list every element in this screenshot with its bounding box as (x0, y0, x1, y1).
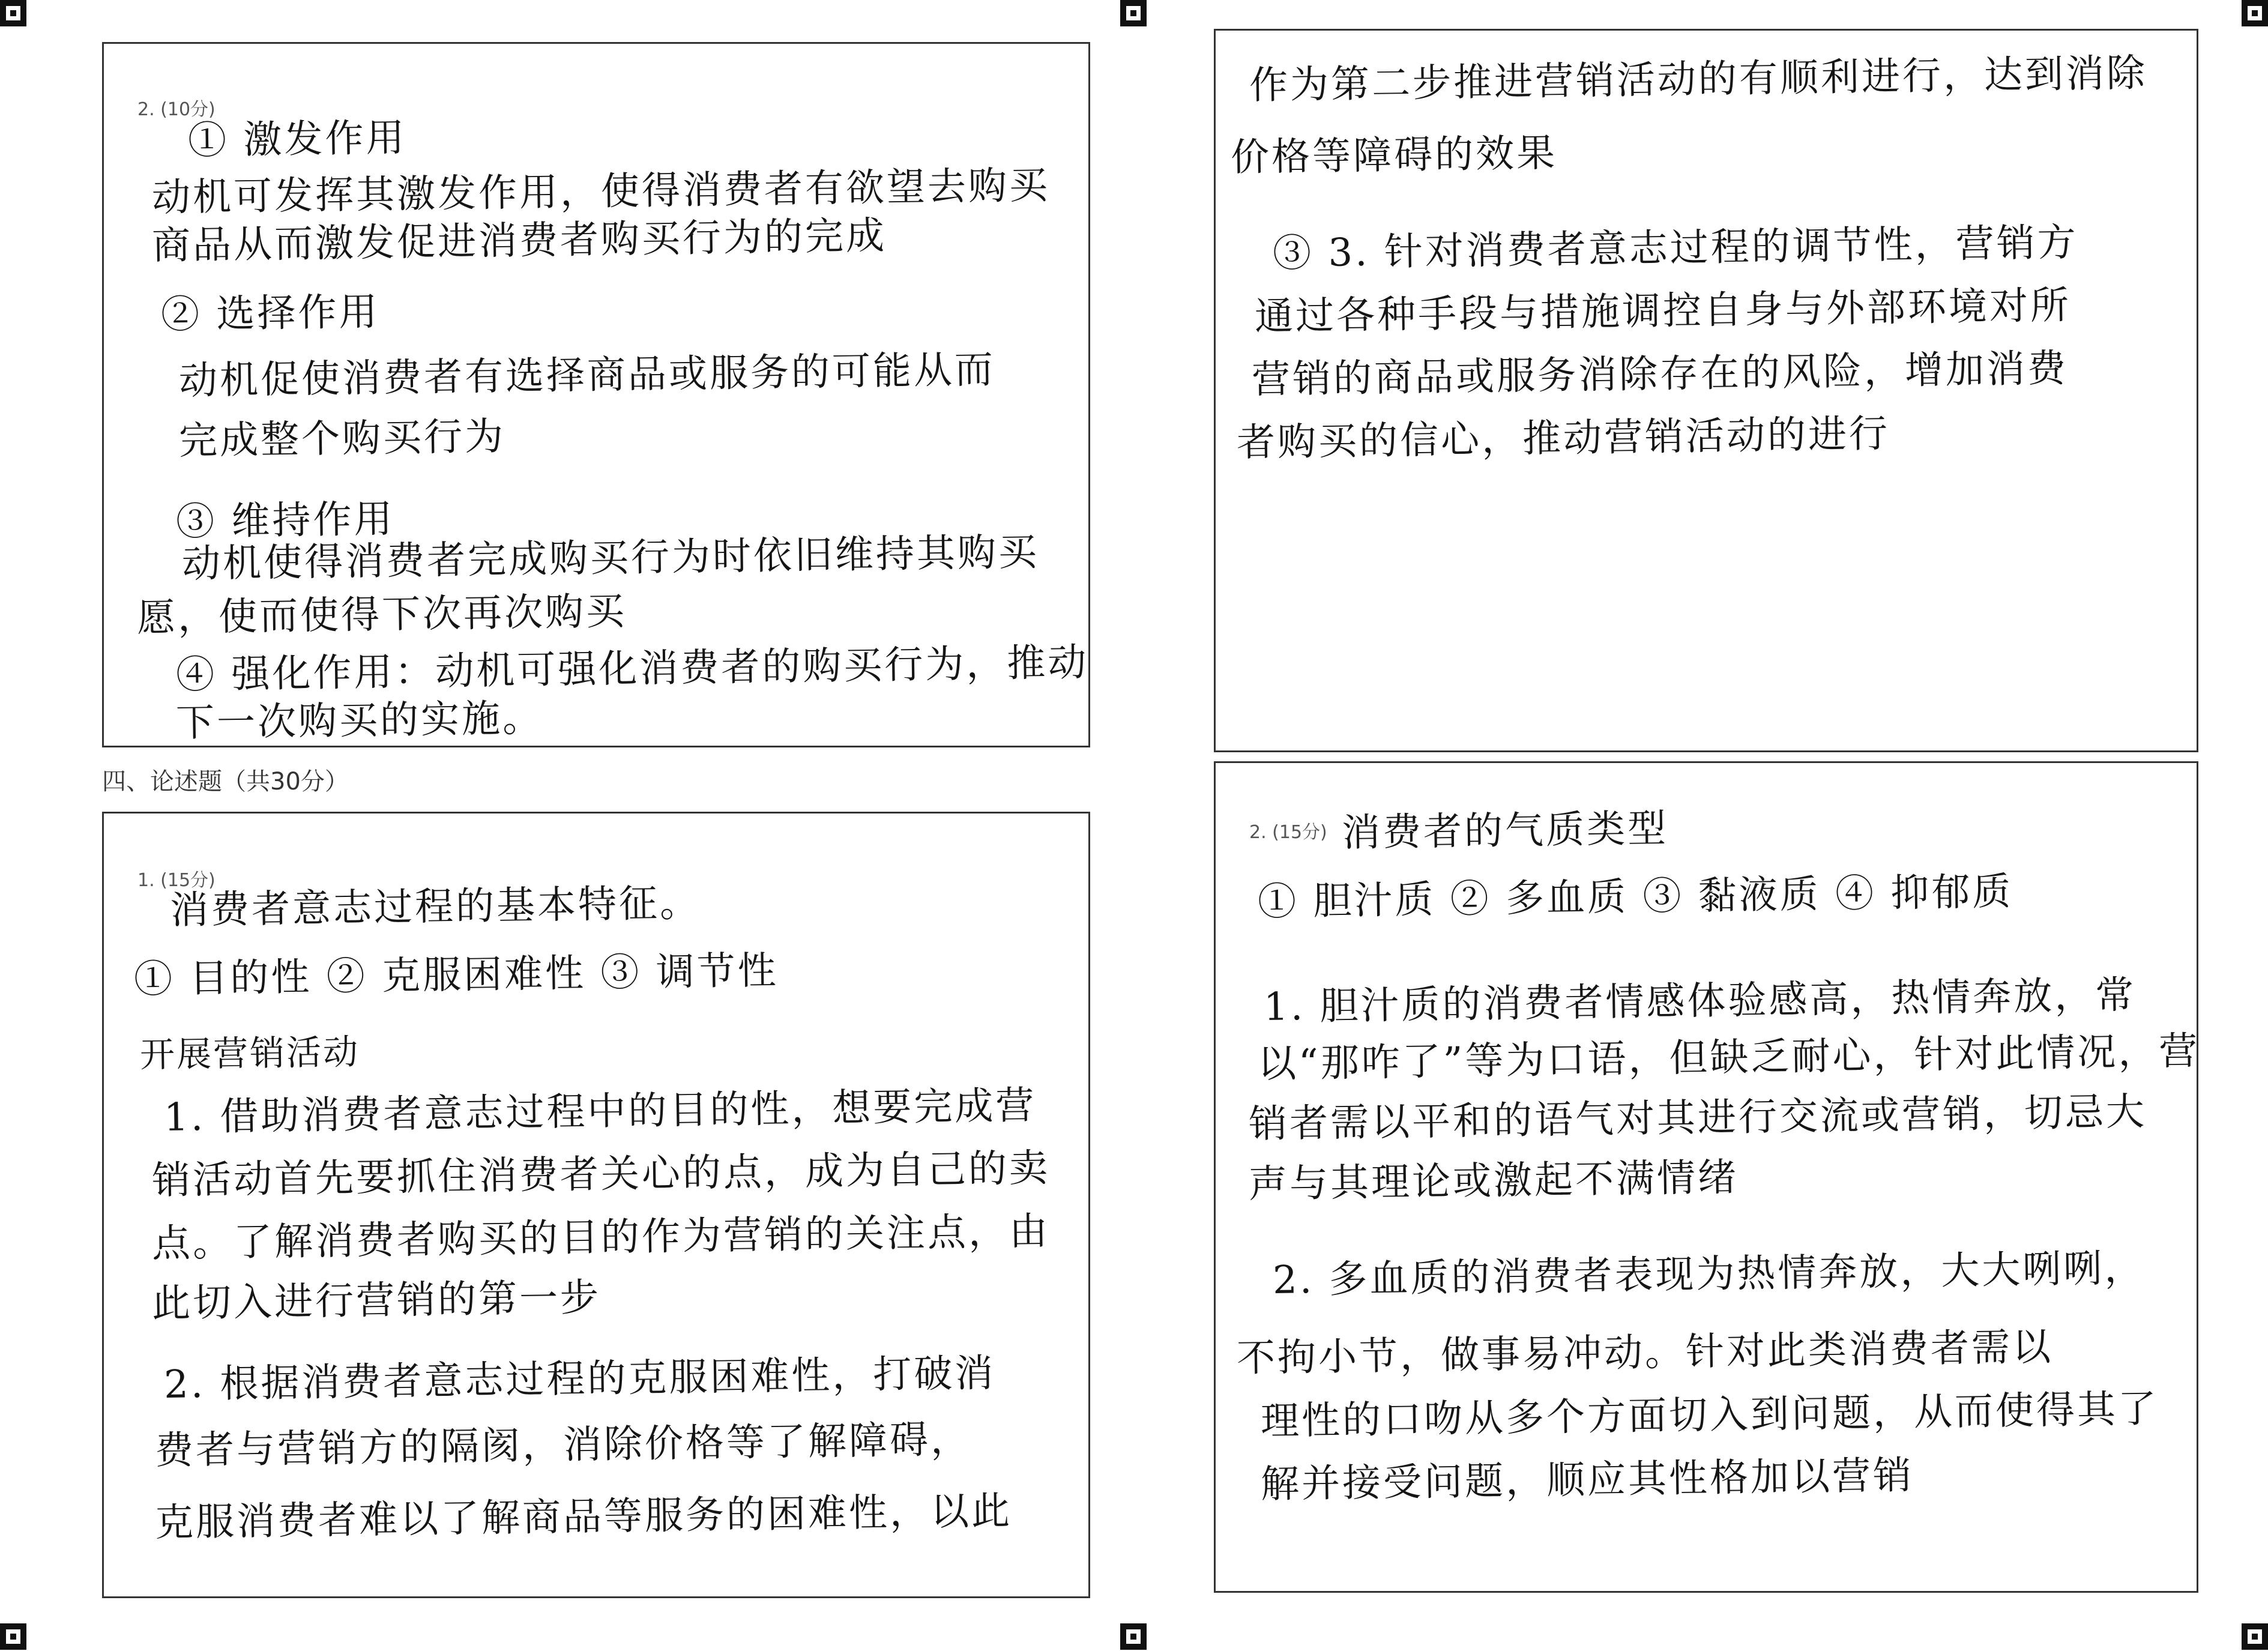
handwriting-line: 此切入进行营销的第一步 (151, 1275, 602, 1326)
handwriting-line: 1. 胆汁质的消费者情感体验感高，热情奔放，常 (1263, 973, 2137, 1030)
handwriting-line: 解并接受问题，顺应其性格加以营销 (1260, 1453, 1914, 1507)
handwriting-line: ① 目的性 ② 克服困难性 ③ 调节性 (133, 949, 779, 1002)
handwriting-line: 费者与营销方的隔阂，消除价格等了解障碍， (154, 1417, 972, 1473)
question-label: 2. (15分) (1249, 822, 1327, 843)
handwriting-line: 价格等障碍的效果 (1230, 131, 1558, 180)
handwriting-line: ② 选择作用 (160, 289, 380, 337)
question-label: 1. (15分) (137, 870, 216, 891)
handwriting-line: 消费者意志过程的基本特征。 (169, 881, 701, 933)
corner-marker-bottom-center (1120, 1623, 1147, 1650)
handwriting-line: 声与其理论或激起不满情绪 (1248, 1155, 1739, 1207)
corner-marker-bottom-left (0, 1623, 26, 1650)
corner-marker-top-center (1120, 0, 1147, 26)
handwriting-line: 销活动首先要抓住消费者关心的点，成为自己的卖 (151, 1146, 1051, 1203)
handwriting-line: 销者需以平和的语气对其进行交流或营销，切忌大 (1248, 1090, 2147, 1147)
handwriting-line: 动机促使消费者有选择商品或服务的可能从而 (178, 348, 996, 403)
corner-marker-top-left (0, 0, 26, 26)
answer-box-q1-15pts (102, 812, 1090, 1598)
handwriting-line: ③ 3. 针对消费者意志过程的调节性，营销方 (1272, 220, 2079, 276)
corner-marker-top-right (2242, 0, 2268, 26)
handwriting-line: 2. 多血质的消费者表现为热情奔放，大大咧咧， (1272, 1246, 2146, 1303)
handwriting-line: 消费者的气质类型 (1341, 806, 1669, 856)
section-title: 四、论述题（共30分） (102, 768, 349, 795)
handwriting-line: ③ 维持作用 (175, 497, 395, 545)
handwriting-line: 作为第二步推进营销活动的有顺利进行，达到消除 (1249, 51, 2148, 108)
handwriting-line: 以“那咋了”等为口语，但缺乏耐心，针对此情况，营 (1257, 1029, 2200, 1087)
handwriting-line: 商品从而激发促进消费者购买行为的完成 (151, 213, 887, 268)
handwriting-line: 2. 根据消费者意志过程的克服困难性，打破消 (163, 1351, 996, 1407)
corner-marker-bottom-right (2242, 1623, 2268, 1650)
handwriting-line: 动机可发挥其激发作用，使得消费者有欲望去购买 (151, 163, 1051, 220)
handwriting-line: 者购买的信心，推动营销活动的进行 (1236, 411, 1890, 465)
handwriting-line: 动机使得消费者完成购买行为时依旧维持其购买 (181, 530, 1040, 587)
handwriting-line: ① 激发作用 (187, 115, 407, 163)
handwriting-line: 点。了解消费者购买的目的作为营销的关注点，由 (151, 1209, 1051, 1266)
handwriting-line: 下一次购买的实施。 (175, 696, 544, 746)
answer-box-q2-15pts (1214, 761, 2198, 1593)
handwriting-line: ④ 强化作用：动机可强化消费者的购买行为，推动 (175, 640, 1089, 698)
handwriting-line: ① 胆汁质 ② 多血质 ③ 黏液质 ④ 抑郁质 (1257, 869, 2013, 925)
handwriting-line: 愿，使而使得下次再次购买 (136, 589, 627, 641)
handwriting-line: 1. 借助消费者意志过程中的目的性，想要完成营 (163, 1083, 1037, 1140)
question-label: 2. (10分) (137, 99, 216, 120)
answer-box-continuation (1214, 29, 2198, 752)
handwriting-line: 克服消费者难以了解商品等服务的困难性，以此 (154, 1489, 1013, 1545)
handwriting-line: 完成整个购买行为 (178, 414, 506, 463)
answer-box-q2-10pts (102, 42, 1090, 747)
handwriting-line: 通过各种手段与措施调控自身与外部环境对所 (1254, 283, 2072, 339)
handwriting-line: 理性的口吻从多个方面切入到问题，从而使得其了 (1260, 1387, 2159, 1444)
handwriting-line: 不拘小节，做事易冲动。针对此类消费者需以 (1236, 1325, 2054, 1381)
handwriting-line: 营销的商品或服务消除存在的风险，增加消费 (1251, 346, 2069, 402)
handwriting-line: 开展营销活动 (139, 1031, 360, 1075)
